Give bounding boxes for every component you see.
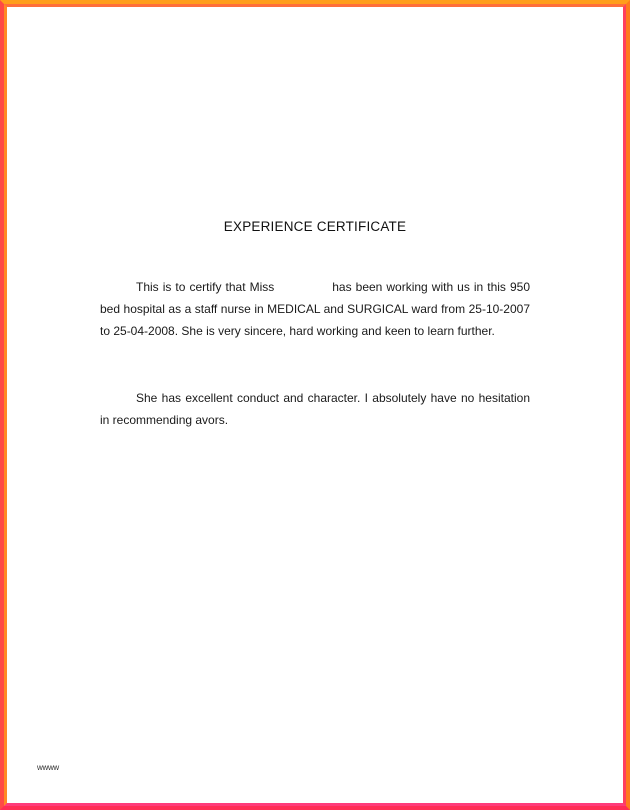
certificate-paragraph-1	[100, 276, 530, 342]
certificate-title: EXPERIENCE CERTIFICATE	[223, 219, 407, 234]
paragraph-1-lead: This is to certify that Miss	[136, 280, 275, 294]
paragraph-1-body: has been working with us in this 950 bed hospital as a staff nurse in MEDICAL and SURGICAL ward from 25-10-2007 to 25-04-2008. She is very sincere, hard working and keen to learn further.	[100, 280, 530, 338]
footer-mark: wwww	[37, 763, 59, 772]
certificate-paragraph-2: She has excellent conduct and character. I absolutely have no hesitation in recommending avors.	[100, 391, 530, 427]
